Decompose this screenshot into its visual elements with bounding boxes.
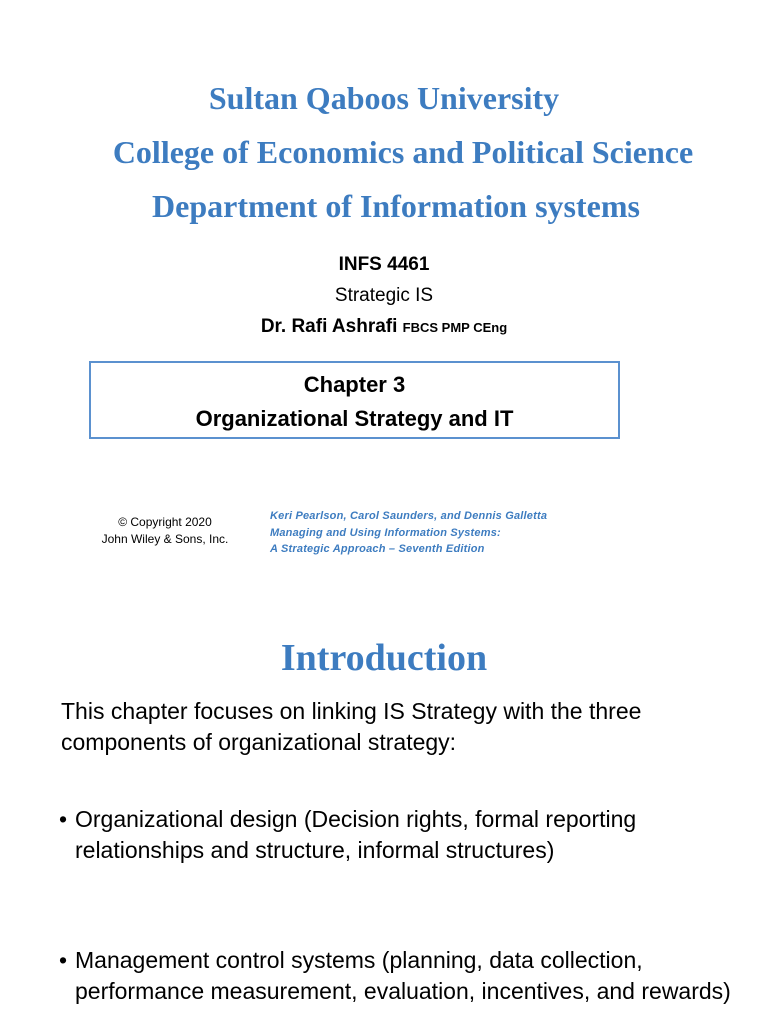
copyright-notice — [80, 514, 250, 548]
book-authors: Keri Pearlson, Carol Saunders, and Dennis Galletta — [270, 510, 548, 522]
chapter-title: Organizational Strategy and IT — [195, 406, 514, 431]
course-code: INFS 4461 — [338, 254, 430, 275]
college-name: College of Economics and Political Science — [112, 134, 694, 170]
book-reference — [270, 508, 690, 558]
bullet-text: Organizational design (Decision rights, formal reporting relationships and structure, informal structures) — [75, 806, 637, 863]
bullet-dot-icon: • — [59, 947, 68, 973]
course-instructor — [0, 316, 768, 338]
chapter-number: Chapter 3 — [303, 372, 406, 397]
chapter-box — [89, 361, 620, 439]
bullet-dot-icon: • — [59, 806, 68, 832]
instructor-name: Dr. Rafi Ashrafi — [260, 316, 398, 337]
bullet-item — [61, 945, 741, 1007]
instructor-credentials: FBCS PMP CEng — [402, 320, 508, 335]
book-subtitle: A Strategic Approach – Seventh Edition — [270, 543, 485, 555]
intro-paragraph: This chapter focuses on linking IS Strategy with the three components of organizational strategy: — [61, 698, 642, 755]
course-name: Strategic IS — [334, 285, 434, 306]
copyright-line: © Copyright 2020 — [118, 515, 212, 529]
bullet-text: Management control systems (planning, data collection, performance measurement, evaluation, incentives, and rewards) — [75, 947, 731, 1004]
book-title: Managing and Using Information Systems: — [270, 526, 501, 539]
bullet-item — [61, 804, 741, 866]
publisher-line: John Wiley & Sons, Inc. — [101, 532, 229, 546]
intro-heading: Introduction — [280, 637, 488, 679]
university-name: Sultan Qaboos University — [208, 80, 560, 116]
department-name: Department of Information systems — [152, 188, 640, 224]
